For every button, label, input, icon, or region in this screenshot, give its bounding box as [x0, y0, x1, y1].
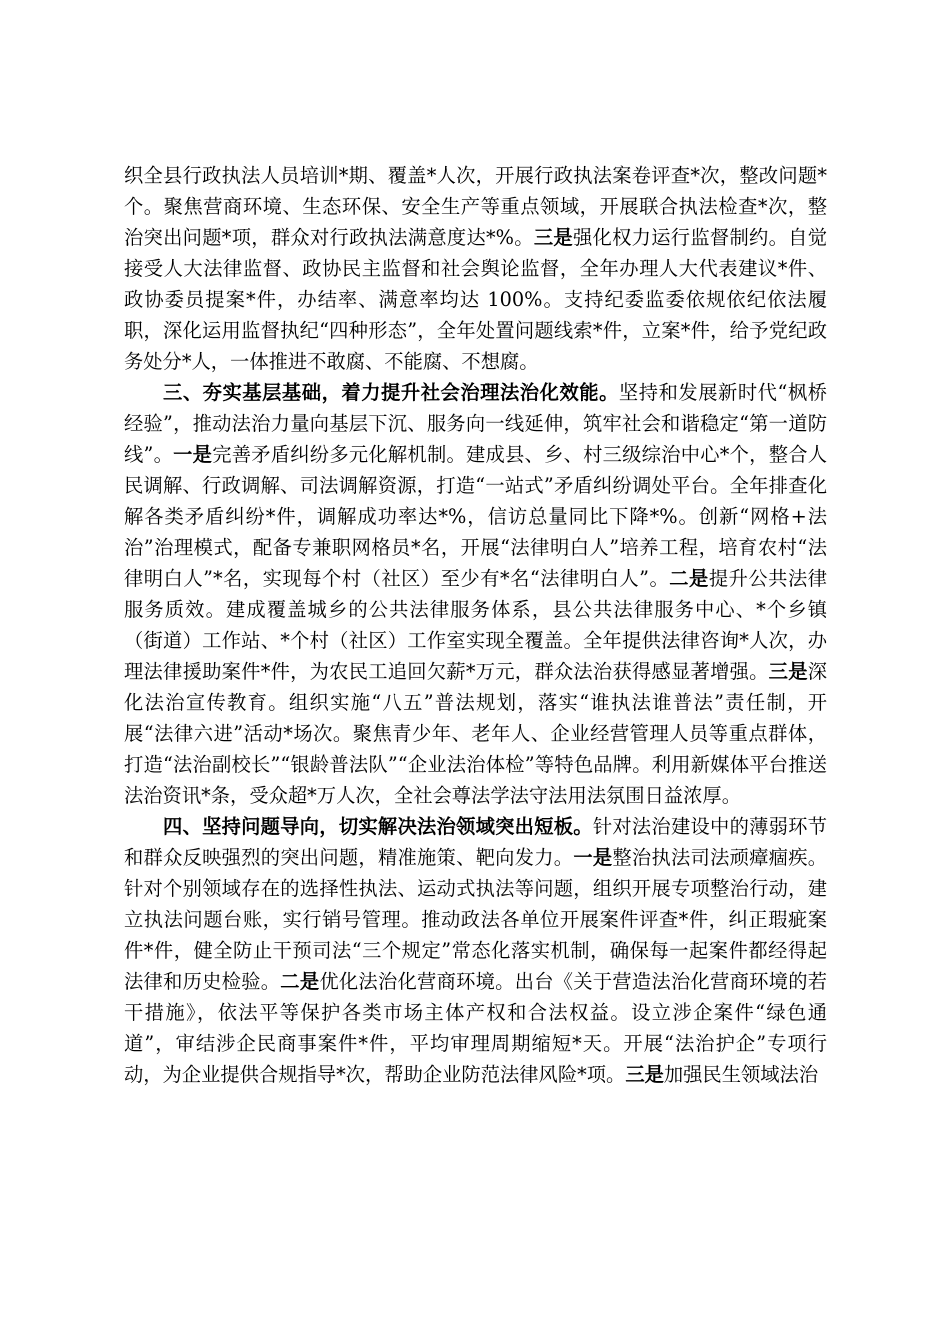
paragraph-1	[124, 160, 827, 377]
paragraph-text: 完善矛盾纠纷多元化解机制。建成县、乡、村三级综治中心*个，整合人民调解、行政调解、司法调解资源，打造“一站式”矛盾纠纷调处平台。全年排查化解各类矛盾纠纷*件，调解成功率达*%，信访总量同比下降*%。创新“网格+法治”治理模式，配备专兼职网格员*名，开展“法律明白人”培养工程，培育农村“法律明白人”*名，实现每个村（社区）至少有*名“法律明白人”。	[124, 443, 828, 590]
section-heading: 四、坚持问题导向，切实解决法治领域突出短板。	[163, 815, 593, 838]
bold-lead-phrase: 三是	[625, 1063, 664, 1086]
paragraph-text: 强化权力运行监督制约。自觉接受人大法律监督、政协民主监督和社会舆论监督，全年办理人大代表建议*件、政协委员提案*件，办结率、满意率均达 100%。支持纪委监委依规依纪依法履职，深化运用监督执纪“四种形态”，全年处置问题线索*件，立案*件，给予党纪政务处分*人，一体推进不敢腐、不能腐、不想腐。	[124, 226, 827, 373]
bold-lead-phrase: 一是	[573, 846, 613, 869]
paragraph-text: 深化法治宣传教育。组织实施“八五”普法规划，落实“谁执法谁普法”责任制，开展“法律六进”活动*场次。聚焦青少年、老年人、企业经营管理人员等重点群体，打造“法治副校长”“银龄普法队”“企业法治体检”等特色品牌。利用新媒体平台推送法治资讯*条，受众超*万人次，全社会尊法学法守法用法氛围日益浓厚。	[124, 660, 828, 807]
paragraph-text: 提升公共法律服务质效。建成覆盖城乡的公共法律服务体系，县公共法律服务中心、*个乡镇（街道）工作站、*个村（社区）工作室实现全覆盖。全年提供法律咨询*人次，办理法律援助案件*件，为农民工追回欠薪*万元，群众法治获得感显著增强。	[124, 567, 828, 683]
bold-lead-phrase: 二是	[669, 567, 709, 590]
bold-lead-phrase: 二是	[280, 970, 320, 993]
document-page	[124, 160, 827, 1090]
paragraph-section-4	[124, 811, 827, 1090]
paragraph-text: 针对法治建设中的薄弱环节和群众反映强烈的突出问题，精准施策、靶向发力。	[124, 815, 827, 869]
bold-lead-phrase: 三是	[768, 660, 808, 683]
paragraph-text: 坚持和发展新时代“枫桥经验”，推动法治力量向基层下沉、服务向一线延伸，筑牢社会和谐稳定“第一道防线”。	[124, 381, 828, 466]
bold-lead-phrase: 一是	[173, 443, 213, 466]
paragraph-text: 加强民生领域法治	[663, 1063, 819, 1086]
paragraph-text: 优化法治化营商环境。出台《关于营造法治化营商环境的若干措施》，依法平等保护各类市场主体产权和合法权益。设立涉企案件“绿色通道”，审结涉企民商事案件*件，平均审理周期缩短*天。开展“法治护企”专项行动，为企业提供合规指导*次，帮助企业防范法律风险*项。	[124, 970, 828, 1086]
bold-lead-phrase: 三是	[533, 226, 573, 249]
paragraph-text: 整治执法司法顽瘴痼疾。针对个别领域存在的选择性执法、运动式执法等问题，组织开展专项整治行动，建立执法问题台账，实行销号管理。推动政法各单位开展案件评查*件，纠正瑕疵案件*件，健全防止干预司法“三个规定”常态化落实机制，确保每一起案件都经得起法律和历史检验。	[124, 846, 828, 993]
paragraph-text: 织全县行政执法人员培训*期、覆盖*人次，开展行政执法案卷评查*次，整改问题*个。聚焦营商环境、生态环保、安全生产等重点领域，开展联合执法检查*次，整治突出问题*项，群众对行政执法满意度达*%。	[124, 164, 827, 249]
section-heading: 三、夯实基层基础，着力提升社会治理法治化效能。	[163, 381, 619, 404]
paragraph-section-3	[124, 377, 827, 811]
